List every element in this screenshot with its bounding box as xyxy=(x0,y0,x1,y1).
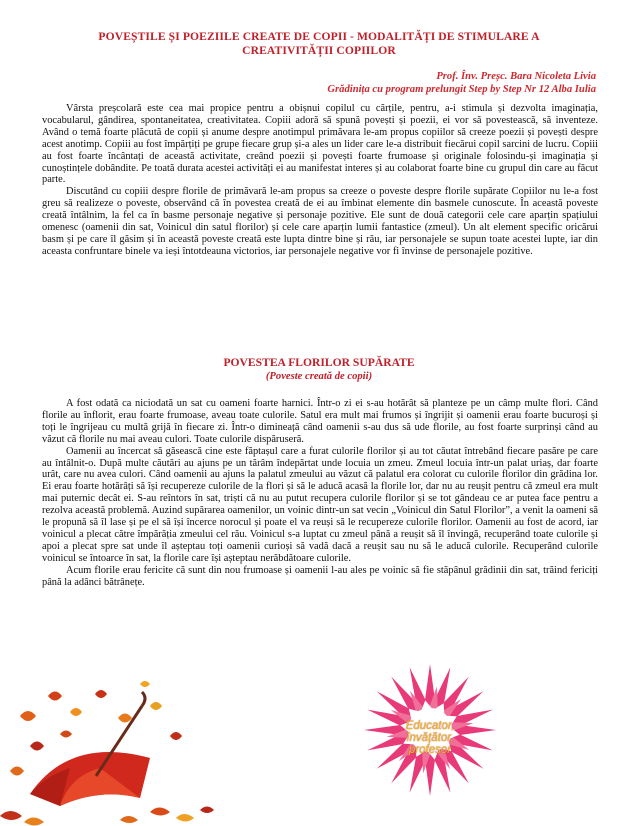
story-section xyxy=(42,398,598,589)
document-title xyxy=(30,30,608,58)
story-title: POVESTEA FLORILOR SUPĂRATE xyxy=(223,356,415,369)
flower-text-line: Educator, xyxy=(405,720,455,732)
autumn-umbrella-leaves-icon xyxy=(0,676,230,826)
title-line-1: POVEȘTILE ȘI POEZIILE CREATE DE COPII - MODALITĂȚI DE STIMULARE A xyxy=(98,30,540,43)
flower-caption xyxy=(380,720,480,756)
title-line-2: CREATIVITĂȚII COPIILOR xyxy=(242,44,396,57)
story-paragraph: A fost odată ca niciodată un sat cu oameni foarte harnici. Într-o zi ei s-au hotărât să planteze pe un câmp multe flori. Când florile au înflorit, erau foarte frumoase, aveau toate culorile. Satul era mult mai frumos și îngrijit și oamenii erau foarte bucuroși și toți le îngrijeau cu multă grijă în fiecare zi. Într-o dimineață când oamenii s-au dus să ude florile, au fost foarte surprinși când au văzut că florile nu mai aveau culori. Toate culorile dispăruseră. xyxy=(42,398,598,445)
story-paragraph: Oamenii au încercat să găsească cine este făptașul care a furat culorile florilor și au tot căutat întrebând fiecare pasăre pe care au întâlnit-o. După multe căutări au ajuns pe un tărâm îndepărtat unde locuia un zmeu. Zmeul locuia într-un palat uriaș, dar foarte urât, care nu avea culori. Când oamenii au ajuns la palatul zmeului au văzut că palatul era colorat cu culorile florilor din grădina lor. Ei erau foarte hotărâți să își recupereze culorile de la flori și să le aducă acasă la florile lor, dar nu au reușit pentru că zmeul era mult mai puternic decât ei. S-au reîntors în sat, triști că nu au putut recupera culorile florilor și se tot gândeau ce ar putea face pentru a rezolva această problemă. Auzind supărarea oamenilor, un voinic dintr-un sat vecin „Voinicul din Satul Florilor”, a venit la oameni să le propună să îl lase și pe el să își încerce norocul și poate el va reuși să le recupereze culorile florilor. Oamenii au fost de acord, iar voinicul a plecat către împărăția zmeului cel rău. Voinicul s-a luptat cu zmeul până a reușit să îl învingă, recuperând toate culorile și apoi a plecat spre sat unde îl așteptau toți oamenii curioși să vadă dacă a reușit sau nu să le aducă culorile. Recuperând culorile voinicul se întoarce în sat, la florile care își așteptau nerăbdătoare culorile. xyxy=(42,445,598,564)
intro-section xyxy=(42,103,598,258)
intro-paragraph: Vârsta preșcolară este cea mai propice pentru a obișnui copilul cu cărțile, pentru, a-i stimula și dezvolta imaginația, vocabularul, gândirea, spontaneitatea, creativitatea. Copiii adoră să spună povești și poezii, ei vor să povestească, să inventeze. Având o temă foarte plăcută de copii și anume despre anotimpul primăvara le-am propus copiilor să creeze poezii și povești despre acest anotimp. Copiii au fost împărțiți pe grupe fiecare grup și-a ales un lider care le-a distribuit fiecărui copil sarcini de lucru. Copiii au fost foarte încântați de această activitate, creând poezii și povești foarte frumoase și originale folosindu-și imaginația și cunoștințele dobândite. Pe toată durata acestei activități ei au manifestat interes și au colaborat foarte bine cu grupul din care au făcut parte. xyxy=(42,103,598,186)
flower-text-line: profesor xyxy=(408,744,452,756)
flower-text-line: învățător, xyxy=(406,732,454,744)
author-name: Prof. Înv. Preșc. Bara Nicoleta Livia xyxy=(436,71,596,82)
author-institution: Grădinița cu program prelungit Step by Step Nr 12 Alba Iulia xyxy=(327,84,596,95)
intro-paragraph: Discutând cu copiii despre florile de primăvară le-am propus sa creeze o poveste despre florile supărate Copiilor nu le-a fost greu să realizeze o poveste, observând că în povestea creată de ei au îmbinat elemente din basmele cunoscute. În această poveste creată întâlnim, la fel ca în basme personaje negative și personaje pozitive. Ele sunt de două categorii cele care aparțin spațiului omenesc (oamenii din sat, Voinicul din satul florilor) și cele care aparțin lumii fantastice (zmeul). Un alt element specific oricărui basm și pe care îl găsim și în această poveste creată este lupta dintre bine și rău, iar personajele se supun toate acestei lupte, iar din aceasta confruntare binele va ieși întotdeauna victorios, iar personajele negative vor fi învinse de personajele pozitive. xyxy=(42,186,598,257)
story-subtitle: (Poveste creată de copii) xyxy=(265,371,373,382)
story-paragraph: Acum florile erau fericite că sunt din nou frumoase și oamenii l-au ales pe voinic să fie stăpânul grădinii din sat, trăind fericiți până la adânci bătrânețe. xyxy=(42,564,598,588)
